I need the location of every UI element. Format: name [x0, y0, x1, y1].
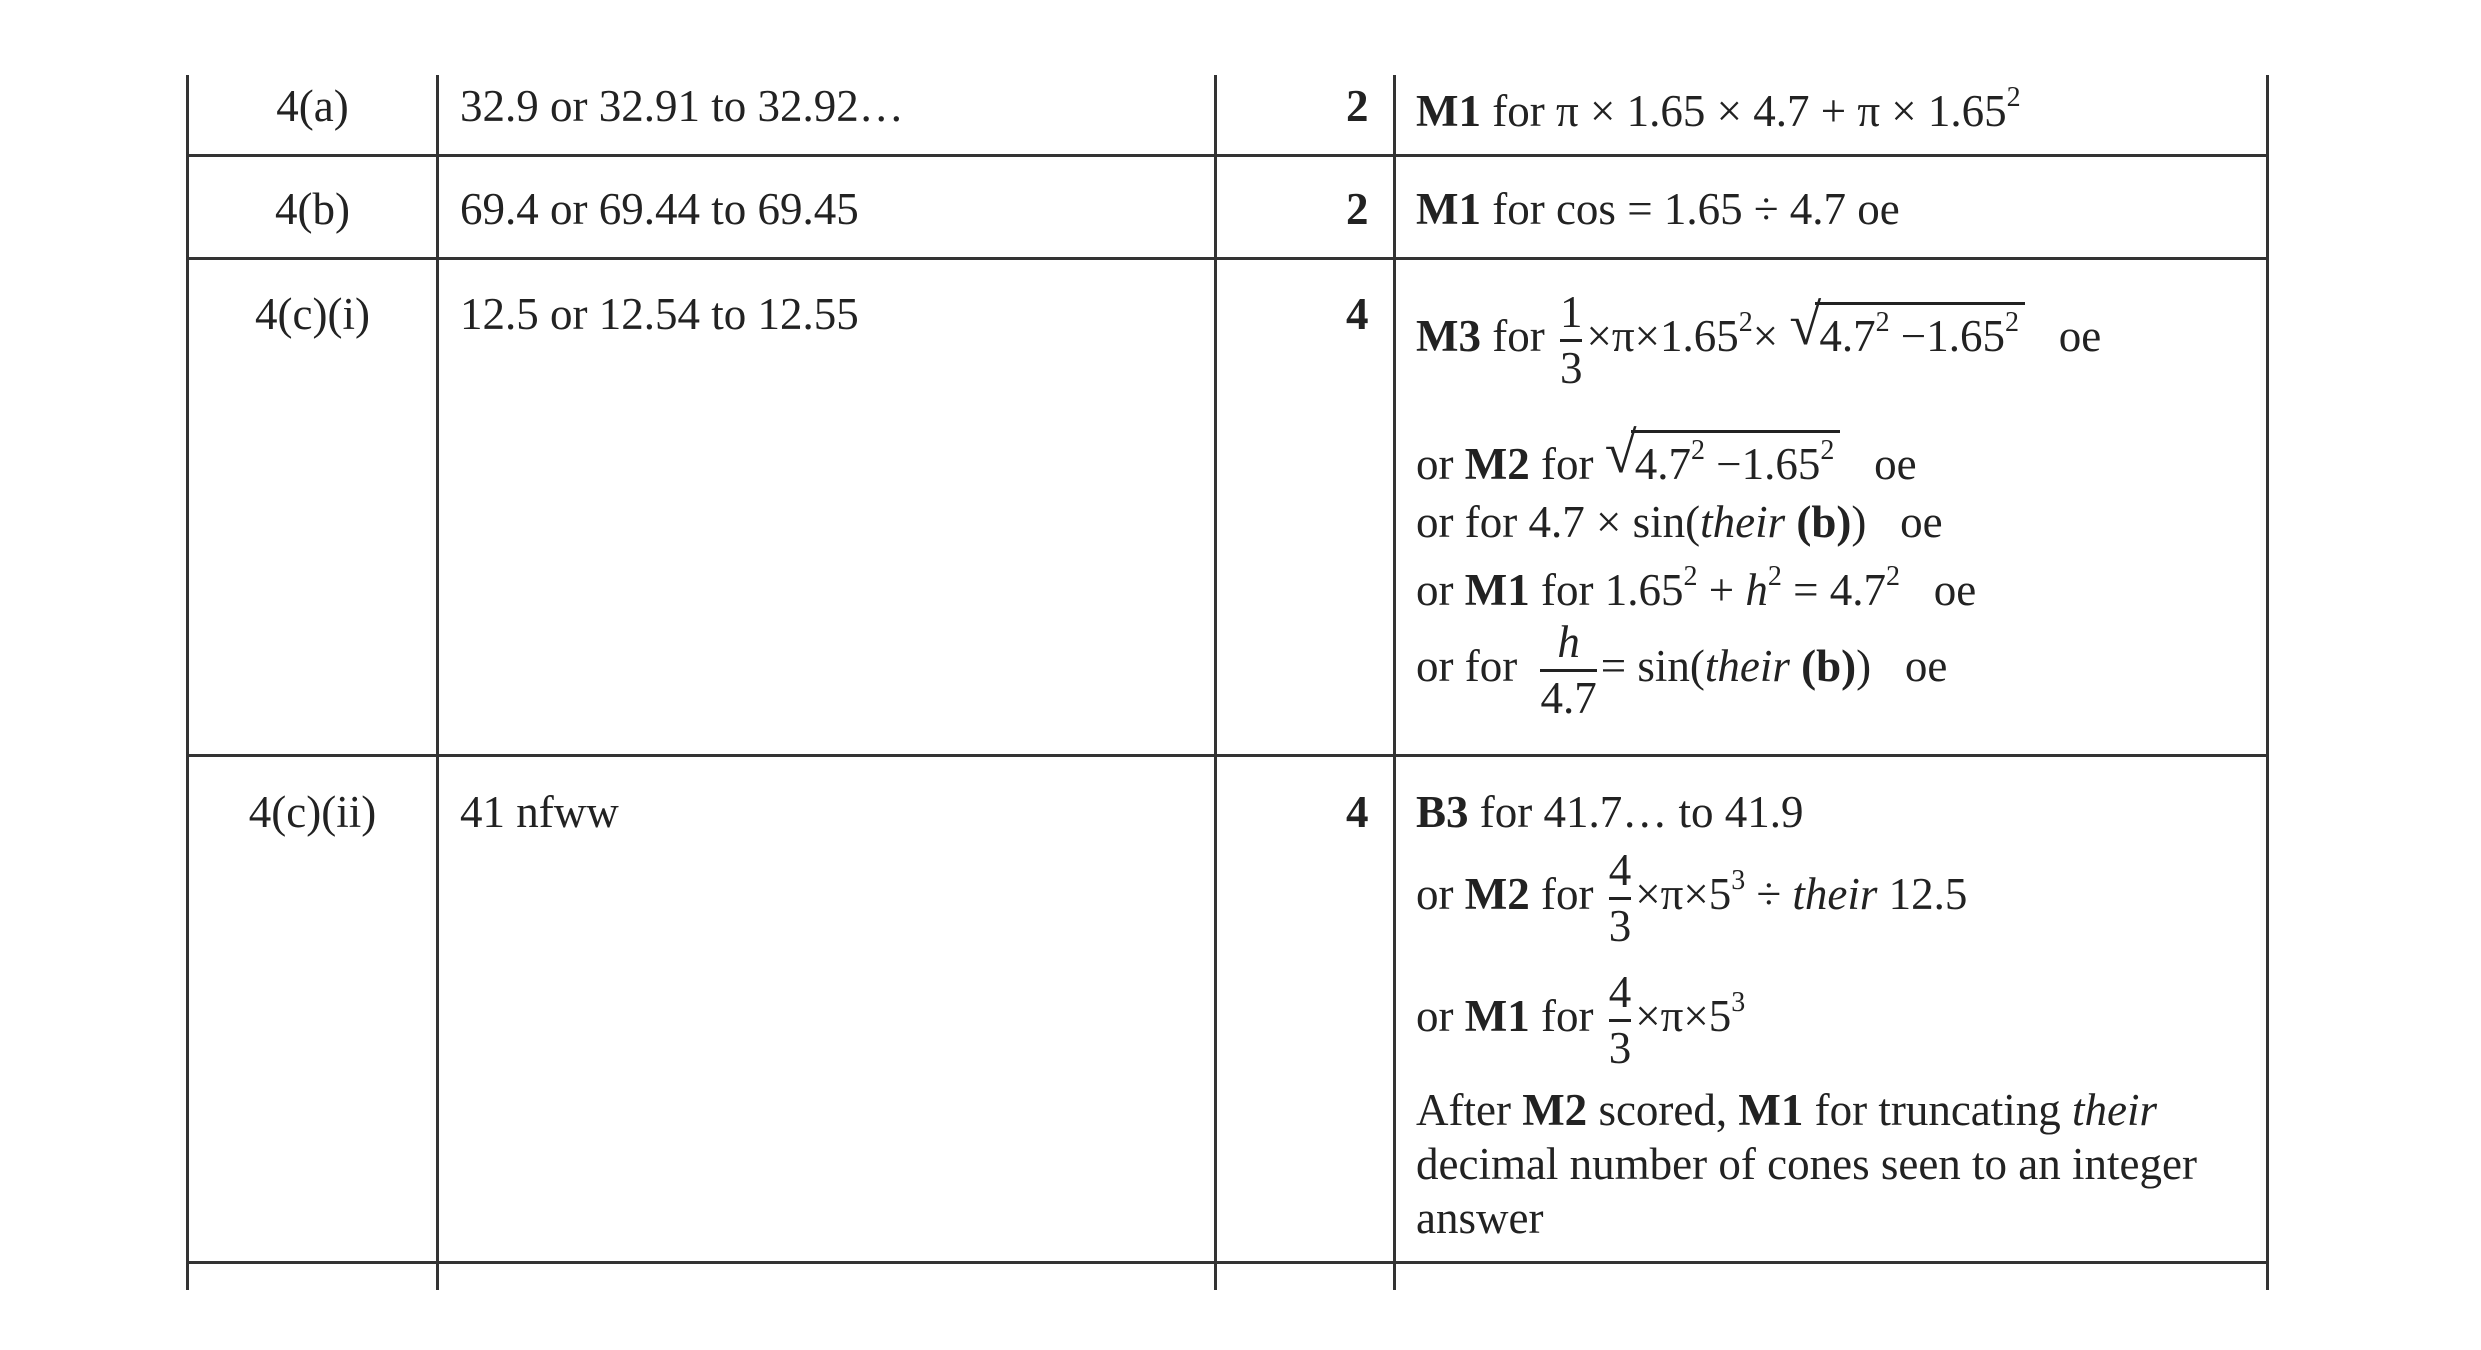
notes-text: or for — [1416, 640, 1518, 691]
fraction-numerator: h — [1557, 617, 1580, 667]
square-root — [1789, 291, 2025, 361]
mark-code: M2 — [1464, 868, 1530, 919]
notes-italic: their — [2072, 1085, 2158, 1135]
notes-text: or for 4.7 × sin( — [1416, 497, 1701, 547]
notes-oe: oe — [1874, 439, 1917, 489]
row-divider-2 — [186, 257, 2269, 260]
notes-text: or — [1416, 565, 1454, 615]
notes-text: for 41.7… to 41.9 — [1479, 787, 1804, 837]
answer-cell: 41 nfww — [460, 787, 619, 837]
mark-code: M2 — [1464, 439, 1530, 489]
notes-line-m2: or M2 for $\frac{4}{3}$ $\times\pi\times 5^3$ ÷ their 12.5 — [1416, 845, 1968, 951]
fraction-denominator: 3 — [1608, 1023, 1632, 1073]
notes-text: or — [1416, 439, 1454, 489]
marks-cell: 2 — [1346, 184, 1369, 234]
notes-italic: their — [1792, 868, 1878, 919]
square-root — [1604, 420, 1841, 489]
radicand: $4.7^2 -1.65^2$ — [1815, 302, 2025, 359]
fraction-denominator: 4.7 — [1540, 673, 1597, 723]
notes-text: After — [1416, 1085, 1511, 1135]
marks-cell: 4 — [1346, 289, 1369, 339]
question-label: 4(c)(ii) — [248, 787, 377, 837]
notes-text: ) — [1851, 497, 1867, 547]
notes-line-m2 — [1416, 420, 1917, 489]
answer-cell: 12.5 or 12.54 to 12.55 — [460, 289, 859, 339]
fraction-numerator: 1 — [1559, 287, 1583, 337]
fraction-denominator: 3 — [1559, 343, 1583, 393]
notes-text: for — [1540, 990, 1594, 1041]
notes-text: or — [1416, 868, 1454, 919]
notes-oe: oe — [2058, 310, 2102, 361]
notes-text: for — [1540, 439, 1594, 489]
notes-line-decimal: decimal number of cones seen to an integer — [1416, 1139, 2197, 1189]
expression: × — [1752, 310, 1779, 361]
notes-ref: (b) — [1801, 640, 1857, 691]
exponent: 2 — [1738, 306, 1753, 338]
notes-text: scored, — [1598, 1085, 1728, 1135]
notes-text: for truncating — [1814, 1085, 2061, 1135]
fraction-bar — [1609, 1019, 1632, 1022]
row-divider-4 — [186, 1261, 2269, 1264]
answer-cell: 69.4 or 69.44 to 69.45 — [460, 184, 859, 234]
notes-oe: oe — [1933, 565, 1977, 615]
notes-italic: their — [1700, 497, 1786, 547]
exponent: 3 — [1731, 986, 1746, 1018]
notes-italic: their — [1704, 640, 1790, 691]
answer-cell: 32.9 or 32.91 to 32.92… — [460, 81, 904, 131]
notes-line-m1 — [1416, 967, 1746, 1073]
notes-text: for — [1492, 86, 1545, 136]
fraction — [1608, 845, 1632, 951]
fraction-bar — [1560, 339, 1583, 342]
notes-ref: (b) — [1796, 497, 1852, 547]
notes-cell — [1416, 184, 1900, 234]
question-label: 4(c)(i) — [255, 289, 370, 339]
notes-text: 12.5 — [1877, 868, 1968, 919]
notes-line-answer: answer — [1416, 1193, 1544, 1243]
variable-h: h — [1745, 565, 1768, 615]
radicand: $4.7^2 -1.65^2$ — [1631, 430, 1841, 487]
fraction-numerator: 4 — [1608, 967, 1632, 1017]
notes-line-after — [1416, 1085, 2158, 1135]
exponent: 3 — [1731, 864, 1746, 896]
marks-cell: 2 — [1346, 81, 1369, 131]
notes-line-m3 — [1416, 287, 2102, 393]
exponent: 2 — [1886, 561, 1900, 592]
notes-text: or — [1416, 990, 1454, 1041]
mark-code: M2 — [1522, 1085, 1588, 1135]
notes-text: ) — [1856, 640, 1872, 691]
fraction-denominator: 3 — [1608, 901, 1632, 951]
fraction-bar — [1540, 669, 1596, 672]
mark-code: B3 — [1416, 787, 1469, 837]
fraction — [1608, 967, 1632, 1073]
radical-sign: √ — [1789, 291, 1822, 357]
mark-code: M1 — [1738, 1085, 1804, 1135]
exponent: 2 — [2006, 82, 2021, 113]
notes-oe: oe — [1904, 640, 1948, 691]
mark-code: M1 — [1416, 184, 1481, 234]
exponent: 2 — [1683, 561, 1698, 592]
notes-text: for — [1492, 310, 1545, 361]
expression: ×π×1.65 — [1586, 310, 1739, 361]
notes-cell — [1416, 84, 2021, 134]
mark-code: M1 — [1464, 565, 1530, 615]
row-divider-3 — [186, 754, 2269, 757]
notes-text: for 1.65 — [1540, 565, 1684, 615]
notes-text: for cos = 1.65 ÷ 4.7 oe — [1492, 184, 1900, 234]
question-label: 4(a) — [276, 81, 349, 131]
fraction-bar — [1609, 897, 1632, 900]
mark-code: M1 — [1464, 990, 1530, 1041]
exponent: 2 — [1767, 561, 1782, 592]
question-label: 4(b) — [275, 184, 350, 234]
marks-cell: 4 — [1346, 787, 1369, 837]
fraction — [1559, 287, 1583, 393]
expression: ×π×5 — [1635, 868, 1732, 919]
notes-line-sin — [1416, 497, 1943, 547]
mark-code: M1 — [1416, 86, 1481, 136]
notes-text: = sin( — [1600, 640, 1705, 691]
notes-text: for — [1540, 868, 1594, 919]
notes-line-b3 — [1416, 787, 1804, 837]
notes-line-m1: or M1 for $1.65^2 + h^2 = 4.7^2$ oe — [1416, 561, 1977, 615]
notes-expression: π × 1.65 × 4.7 + π × 1.65 — [1555, 86, 2007, 136]
fraction-numerator: 4 — [1608, 845, 1632, 895]
fraction — [1540, 617, 1597, 723]
notes-oe: oe — [1900, 497, 1943, 547]
radical-sign: √ — [1604, 420, 1637, 485]
row-divider-1 — [186, 154, 2269, 157]
notes-line-h-ratio — [1416, 617, 1948, 723]
expression: ×π×5 — [1635, 990, 1732, 1041]
mark-code: M3 — [1416, 310, 1481, 361]
